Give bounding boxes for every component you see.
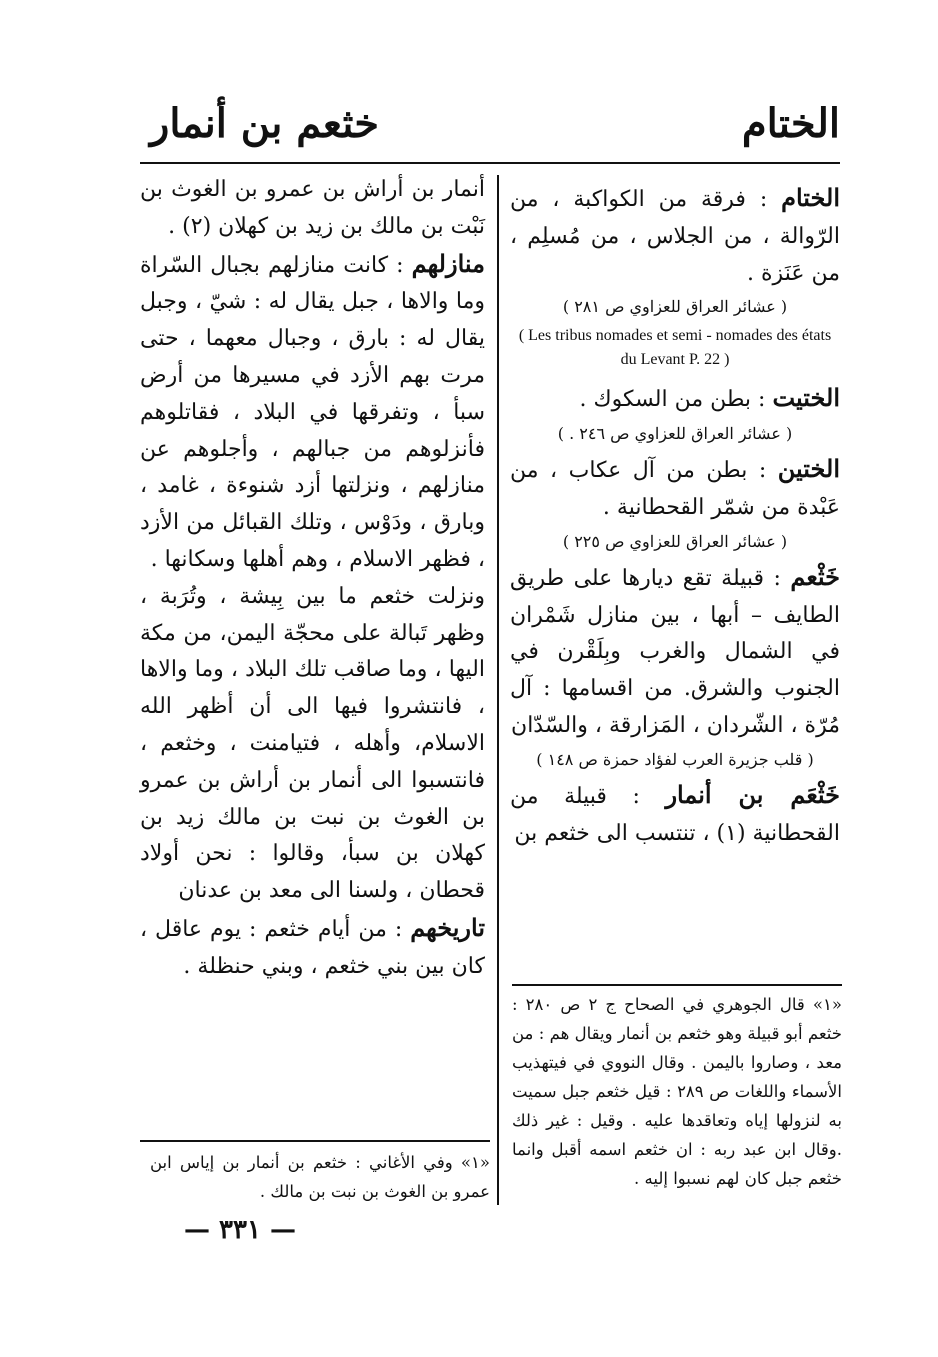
- footnote-left: [150, 1148, 490, 1206]
- settlement-paragraph: ونزلت خثعم ما بين بِيشة ، وتُرَبة ، وظهر تَبالة على محجّة اليمن، من مكة اليها ، وما صاقب تلك البلاد ، وما والاها ، فانتشروا فيها الى أن أظهر الله الاسلام، وأهله ، فتيامنت ، وخثعم ، فانتسبوا الى أنمار بن أراش بن عمرو بن الغوث بن نبت بن مالك زيد بن كهلان بن سبأ، وقالوا : نحن أولاد قحطان ، ولسنا الى معد بن عدنان: [140, 583, 485, 904]
- footnote-text: «١» وفي الأغاني : خثعم بن أنمار بن إياس ابن عمرو بن الغوث بن نبت بن مالك .: [150, 1153, 490, 1201]
- running-header-right: الختام: [741, 100, 840, 147]
- entry-term: الختين: [777, 454, 840, 484]
- entry-text: : قبيلة من القحطانية (١) ، تنتسب الى خثعم بن: [510, 783, 840, 846]
- entry-term: خَثْعم: [790, 561, 840, 591]
- entry-source-french: ( Les tribus nomades et semi - nomades des états du Levant P. 22 ): [518, 327, 832, 369]
- entry-khatham-ibn-anmar: [510, 777, 840, 853]
- entry-al-khitit: [510, 380, 840, 419]
- section-term: تاريخهم: [410, 912, 485, 942]
- entry-text: : بطن من آل عكاب ، من عَبْدة من شمّر القحطانية .: [510, 458, 840, 520]
- entry-text: : فرقة من الكواكبة ، من الرّوالة ، من الجلاس ، من مُسلِم ، من عَنَزة .: [510, 187, 840, 286]
- entry-khatham: [510, 559, 840, 745]
- section-text: : كانت منازلهم بجبال السّراة وما والاها ، جبل يقال له : شيّ ، وجبل يقال له : بارق ، وجبال معهما ، حتى مرت بهم الأزد في مسيرها من أرض سبأ ، وتفرقها في البلاد ، فقاتلوهم فأنزلوهم من جبالهم ، وأجلوهم عن منازلهم ، ونزلتها أزد شنوءة ، غامد ، وبارق ، ودَوْس ، وتلك القبائل من الأزد ، فظهر الاسلام ، وهم أهلها وسكانها .: [140, 252, 485, 572]
- entry-term: خَثْعَم بن أنمار: [665, 779, 840, 809]
- entry-al-khitin: [510, 451, 840, 527]
- footnote-text: «١» قال الجوهري في الصحاح ج ٢ ص ٢٨٠ : خثعم أبو قبيلة وهو خثعم بن أنمار ويقال هم : من معد ، وصاروا باليمن . وقال النووي في فيتهذيب الأسماء واللغات ص ٢٨٩ : قيل خثعم جبل سميت به لنزولها إياه وتعاقدها عليه . وقيل : غير ذلك .وقال ابن عبد ربه : ان خثعم اسمه أقبل وانما خثعم جبل كان لهم نسبوا إليه .: [512, 995, 842, 1188]
- page-number: — ٣٣١ —: [183, 1215, 297, 1245]
- entry-al-khitam: [510, 180, 840, 292]
- entry-text: : قبيلة تقع ديارها على طريق الطايف – أبها ، بين منازل شَمْران في الشمال والغرب وبِلَقْرن في الجنوب والشرق. من اقسامها : آل مُرّة ، الشّردان ، المَزارقة ، والسّدّان: [510, 565, 840, 738]
- footnote-right: [512, 990, 842, 1193]
- history-paragraph: [140, 910, 485, 986]
- right-column: [510, 180, 840, 852]
- running-header-left: خثعم بن أنمار: [150, 100, 380, 147]
- lineage-paragraph: أنمار بن أراش بن عمرو بن الغوث بن نَبْت بن مالك بن زيد بن كهلان (٢) .: [140, 177, 485, 239]
- entry-source: ( قلب جزيرة العرب لفؤاد حمزة ص ١٤٨ ): [536, 749, 814, 769]
- footnote-rule-right: [512, 984, 842, 986]
- left-column: [140, 172, 485, 986]
- entry-source: ( عشائر العراق للعزاوي ص ٢٤٦ . ): [557, 424, 793, 444]
- column-divider: [497, 175, 499, 1205]
- section-text: : من أيام خثعم : يوم عاقل ، كان بين بني خثعم ، وبني حنظلة .: [140, 916, 485, 979]
- entry-term: الختام: [781, 183, 840, 212]
- footnote-rule-left: [140, 1140, 490, 1142]
- entry-source: ( عشائر العراق للعزاوي ص ٢٢٥ ): [562, 531, 788, 551]
- header-rule: [140, 162, 840, 164]
- entry-text: : بطن من السكوك .: [579, 387, 766, 413]
- dwellings-paragraph: [140, 246, 485, 579]
- section-term: منازلهم: [411, 248, 485, 278]
- entry-source: ( عشائر العراق للعزاوي ص ٢٨١ ): [562, 297, 788, 317]
- entry-term: الختيت: [772, 383, 840, 413]
